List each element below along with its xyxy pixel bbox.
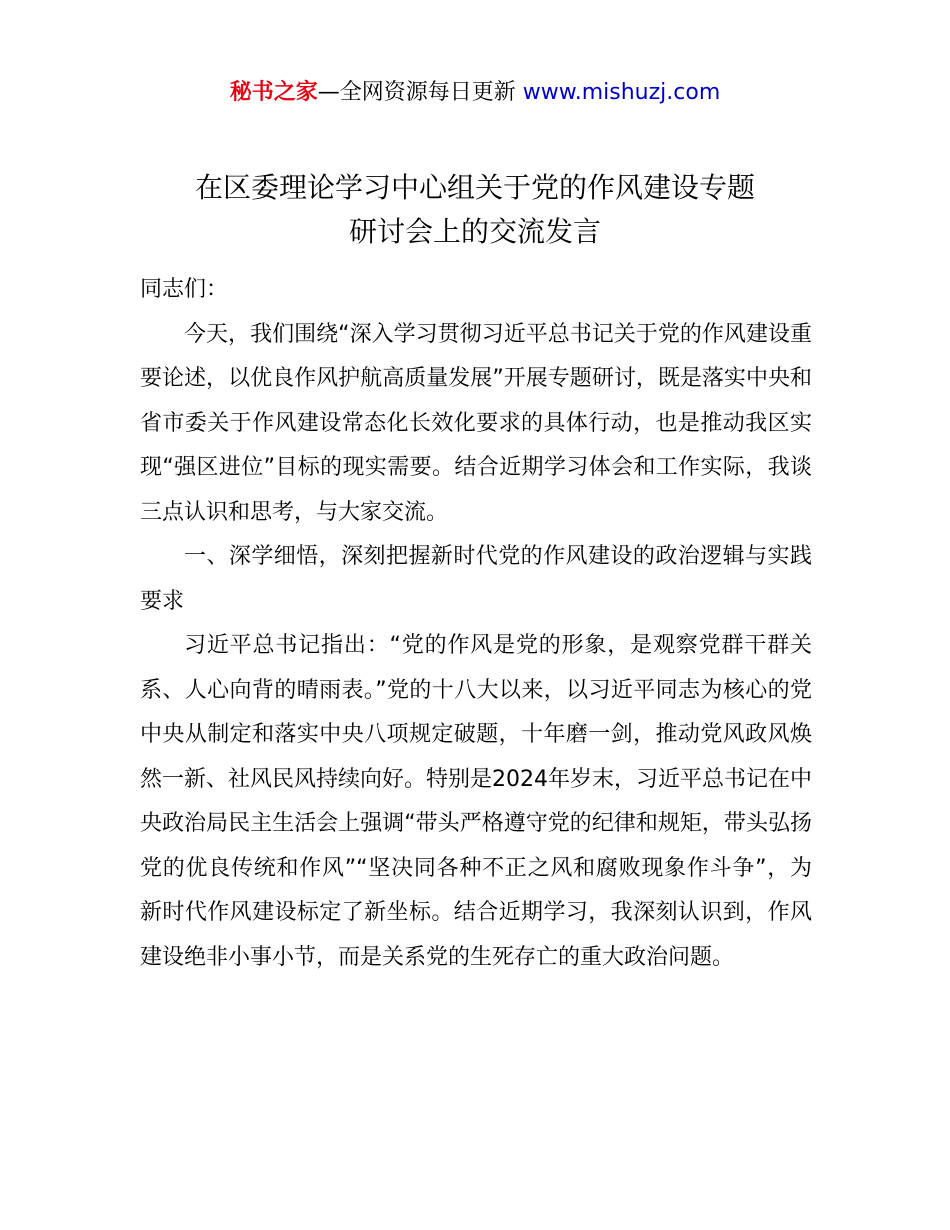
site-header — [0, 76, 950, 110]
document-title — [60, 166, 890, 254]
title-line-2: 研讨会上的交流发言 — [348, 215, 601, 248]
section-heading-1: 一、深学细悟，深刻把握新时代党的作风建设的政治逻辑与实践要求 — [140, 544, 812, 614]
brand-name: 秘书之家 — [229, 80, 318, 105]
paragraph-intro: 今天，我们围绕“深入学习贯彻习近平总书记关于党的作风建设重要论述，以优良作风护航高质量发展”开展专题研讨，既是落实中央和省市委关于作风建设常态化长效化要求的具体行动，也是推动我区实现“强区进位”目标的现实需要。结合近期学习体会和工作实际，我谈三点认识和思考，与大家交流。 — [140, 321, 812, 525]
document-body — [140, 268, 812, 980]
site-url-link[interactable]: www.mishuzj.com — [522, 80, 721, 105]
paragraph-section-1: 习近平总书记指出：“党的作风是党的形象，是观察党群干群关系、人心向背的晴雨表。”党的十八大以来，以习近平同志为核心的党中央从制定和落实中央八项规定破题，十年磨一剑，推动党风政风焕然一新、社风民风持续向好。特别是2024年岁末，习近平总书记在中央政治局民主生活会上强调“带头严格遵守党的纪律和规矩，带头弘扬党的优良传统和作风”“坚决同各种不正之风和腐败现象作斗争”，为新时代作风建设标定了新坐标。结合近期学习，我深刻认识到，作风建设绝非小事小节，而是关系党的生死存亡的重大政治问题。 — [140, 633, 812, 970]
title-line-1: 在区委理论学习中心组关于党的作风建设专题 — [194, 171, 755, 204]
header-tagline: —全网资源每日更新 — [317, 80, 523, 105]
salutation: 同志们： — [140, 277, 229, 302]
